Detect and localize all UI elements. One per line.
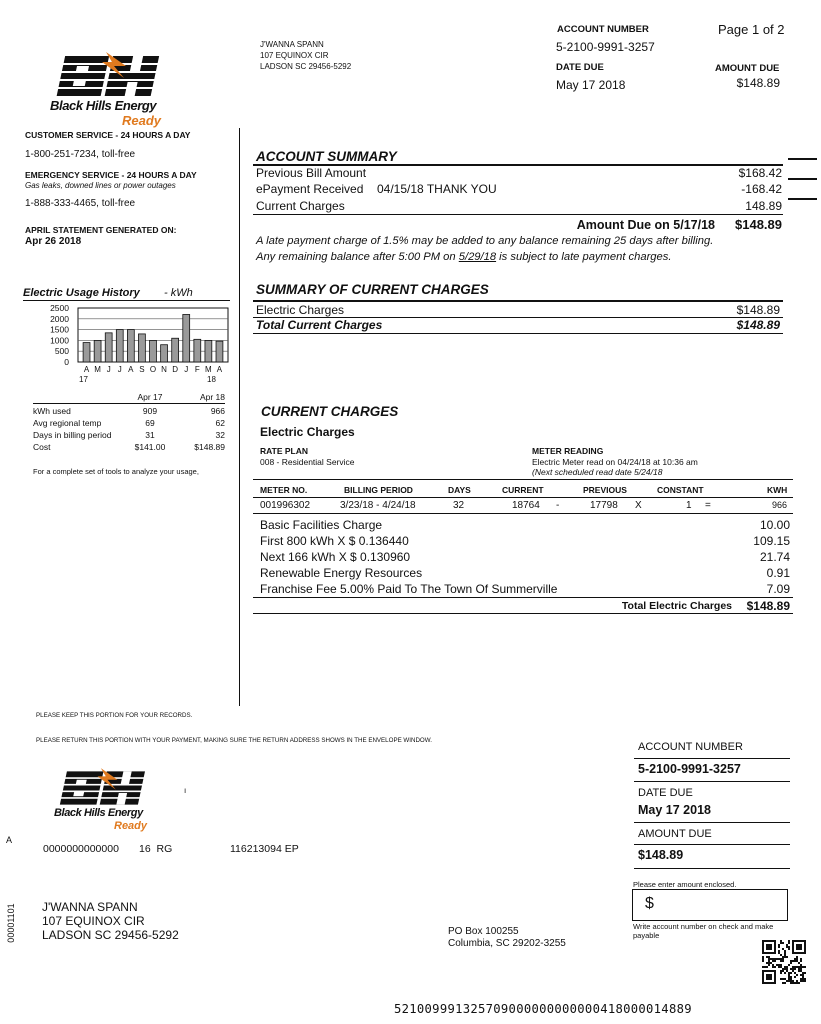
return-portion-note: PLEASE RETURN THIS PORTION WITH YOUR PAYMENT, MAKING SURE THE RETURN ADDRESS SHOWS IN THE ENVELOPE WINDOW. — [36, 737, 432, 744]
meter-bottom-rule — [253, 513, 793, 514]
chart-bar — [150, 340, 157, 362]
summary-current-bottom-rule — [253, 333, 783, 334]
chart-xtick-label: M — [94, 365, 101, 374]
meter-reading-label: METER READING — [532, 446, 604, 456]
meter-read-line: Electric Meter read on 04/24/18 at 10:36 am — [532, 457, 698, 467]
charge-item — [0, 518, 821, 534]
chart-ytick-label: 2000 — [50, 313, 69, 324]
summary-row-label: Previous Bill Amount — [256, 166, 367, 180]
remit-po-box: PO Box 100255 — [448, 926, 519, 937]
meter-data-row — [0, 500, 821, 513]
cmp-header: Apr 18 — [199, 392, 225, 402]
chart-bar — [116, 330, 123, 362]
chart-xtick-label: S — [139, 365, 145, 374]
meter-cell: 001996302 — [260, 500, 311, 511]
usage-end-year: 18 — [207, 375, 216, 384]
chart-bar — [172, 338, 179, 362]
charges-total-rule — [253, 597, 793, 598]
chart-bar — [205, 340, 212, 362]
electric-charges-label: Electric Charges — [256, 303, 345, 317]
cmp-cell: 62 — [215, 418, 225, 428]
side-code: 00001101 — [6, 903, 16, 943]
emergency-service-label: EMERGENCY SERVICE - 24 HOURS A DAY — [25, 170, 197, 180]
meter-col-header: DAYS — [448, 485, 471, 495]
chart-bar — [105, 333, 112, 362]
meter-cell: 1 — [686, 500, 692, 511]
emergency-service-phone: 1-888-333-4465, toll-free — [25, 198, 136, 209]
charge-item-amount: 7.09 — [766, 582, 790, 596]
page-indicator: Page 1 of 2 — [718, 22, 785, 37]
ocr-scan-line: 521009991325709000000000000418000014889 — [394, 1002, 692, 1016]
stub-rule — [634, 844, 790, 845]
summary-current-rule — [253, 300, 783, 302]
rate-plan-value: 008 - Residential Service — [260, 457, 355, 467]
stub-date-due: May 17 2018 — [638, 803, 711, 817]
meter-cell: 32 — [453, 500, 465, 511]
column-divider — [239, 128, 240, 706]
cmp-cell: 909 — [142, 406, 158, 416]
cmp-cell: 69 — [145, 418, 155, 428]
cmp-row — [33, 418, 225, 428]
date-due-label: DATE DUE — [556, 62, 604, 73]
charge-item-label: Franchise Fee 5.00% Paid To The Town Of Summerville — [260, 582, 558, 596]
meter-col-header: PREVIOUS — [583, 485, 627, 495]
summary-row-detail: 04/15/18 THANK YOU — [377, 182, 497, 196]
meter-cell: 3/23/18 - 4/24/18 — [340, 500, 416, 511]
stub-customer-name: J'WANNA SPANN — [42, 900, 138, 914]
note-text: is subject to late payment charges. — [496, 251, 672, 263]
margin-mark — [788, 198, 817, 200]
keep-portion-note: PLEASE KEEP THIS PORTION FOR YOUR RECORDS. — [36, 712, 193, 719]
charge-item-label: Renewable Energy Resources — [260, 566, 423, 580]
logo-tagline: Ready — [122, 113, 162, 128]
stub-mark-a: A — [6, 835, 13, 845]
chart-xtick-label: J — [184, 365, 189, 374]
stub-tick-mark: ı — [184, 786, 187, 795]
electric-charges-subtitle: Electric Charges — [260, 425, 355, 439]
amount-due-label: AMOUNT DUE — [715, 63, 780, 74]
charge-item — [0, 534, 821, 550]
stub-customer-street: 107 EQUINOX CIR — [42, 914, 145, 928]
meter-top-rule — [253, 479, 793, 480]
charge-item-label: First 800 kWh X $ 0.136440 — [260, 534, 409, 548]
charge-item-label: Next 166 kWh X $ 0.130960 — [260, 550, 411, 564]
stub-code-mid: 16 RG — [139, 843, 173, 855]
chart-xtick-label: J — [117, 365, 122, 374]
charge-item — [0, 566, 821, 582]
emergency-service-sub: Gas leaks, downed lines or power outages — [25, 181, 176, 190]
cmp-row — [33, 406, 225, 416]
summary-row-amount: 148.89 — [745, 199, 782, 213]
cmp-row — [33, 430, 225, 440]
chart-xtick-label: D — [172, 365, 179, 374]
chart-ytick-label: 1000 — [50, 335, 69, 346]
note-text: Any remaining balance after 5:00 PM on — [256, 251, 459, 263]
total-electric-charges-label: Total Electric Charges — [621, 600, 732, 612]
summary-row-label: ePayment Received — [256, 182, 364, 196]
statement-generated-label: APRIL STATEMENT GENERATED ON: — [25, 225, 177, 235]
meter-header-row — [0, 485, 821, 497]
cmp-cell: $141.00 — [134, 442, 166, 452]
amount-due-total: $148.89 — [735, 217, 782, 232]
total-electric-charges-amount: $148.89 — [746, 599, 790, 613]
summary-row-amount: -168.42 — [741, 182, 782, 196]
qr-code-icon — [762, 940, 806, 984]
enter-amount-label: Please enter amount enclosed. — [633, 880, 737, 889]
cmp-cell: Days in billing period — [33, 430, 112, 440]
cmp-cell: $148.89 — [194, 442, 225, 452]
chart-ytick-label: 2500 — [50, 303, 69, 313]
charge-item-amount: 109.15 — [753, 534, 790, 548]
meter-col-header: CURRENT — [502, 485, 544, 495]
stub-code-right: 116213094 EP — [230, 843, 299, 855]
usage-start-year: 17 — [79, 375, 88, 384]
bh-logo-icon — [56, 768, 154, 808]
usage-comparison-table — [33, 392, 225, 452]
customer-city: LADSON SC 29456-5292 — [260, 62, 352, 71]
customer-service-phone: 1-800-251-7234, toll-free — [25, 149, 136, 160]
stub-customer-city: LADSON SC 29456-5292 — [42, 928, 179, 942]
charge-item-amount: 10.00 — [759, 518, 790, 532]
stub-date-due-label: DATE DUE — [638, 787, 693, 799]
rate-plan-label: RATE PLAN — [260, 446, 309, 456]
chart-xtick-label: J — [106, 365, 111, 374]
summary-row-label: Current Charges — [256, 199, 345, 213]
date-due: May 17 2018 — [556, 78, 626, 92]
cmp-header — [33, 392, 125, 402]
amount-due-total-label: Amount Due on 5/17/18 — [576, 218, 715, 232]
next-read-line: (Next scheduled read date 5/24/18 — [532, 467, 663, 477]
margin-mark — [788, 178, 817, 180]
chart-ytick-label: 0 — [64, 357, 69, 367]
account-number: 5-2100-9991-3257 — [556, 40, 655, 54]
current-charges-title: CURRENT CHARGES — [261, 404, 399, 419]
logo-tagline: Ready — [114, 820, 148, 832]
stub-account-number-label: ACCOUNT NUMBER — [638, 741, 743, 753]
chart-bar — [183, 314, 190, 362]
meter-cell: X — [635, 500, 642, 511]
summary-total-rule — [253, 214, 783, 215]
chart-bar — [194, 339, 201, 362]
stub-rule — [634, 781, 790, 782]
bh-logo-icon — [52, 52, 170, 100]
customer-name: J'WANNA SPANN — [260, 40, 324, 49]
statement-generated-date: Apr 26 2018 — [25, 236, 82, 247]
chart-bar — [127, 330, 134, 362]
logo-name: Black Hills Energy — [50, 98, 157, 113]
remaining-balance-note — [256, 251, 671, 263]
cmp-cell: 31 — [145, 430, 155, 440]
chart-bar — [94, 340, 101, 362]
stub-rule — [634, 758, 790, 759]
chart-xtick-label: M — [205, 365, 212, 374]
meter-col-header: KWH — [767, 485, 788, 495]
total-current-charges-label: Total Current Charges — [256, 318, 383, 332]
account-summary-title: ACCOUNT SUMMARY — [256, 149, 397, 164]
chart-bar — [161, 345, 168, 362]
charge-item — [0, 550, 821, 566]
meter-cell: - — [556, 500, 560, 511]
charge-item-amount: 0.91 — [766, 566, 790, 580]
charge-item-label: Basic Facilities Charge — [260, 518, 383, 532]
chart-bar — [83, 343, 90, 362]
charge-item-amount: 21.74 — [759, 550, 790, 564]
late-payment-note: A late payment charge of 1.5% may be added to any balance remaining 25 days after billing. — [256, 235, 714, 247]
logo-name: Black Hills Energy — [54, 807, 143, 819]
cmp-cell: Avg regional temp — [33, 418, 102, 428]
meter-col-header: CONSTANT — [657, 485, 704, 495]
remit-city: Columbia, SC 29202-3255 — [448, 938, 566, 949]
stub-rule — [634, 822, 790, 823]
chart-xtick-label: F — [194, 365, 200, 374]
meter-col-header: METER NO. — [260, 485, 308, 495]
amount-enclosed-input[interactable] — [632, 889, 788, 921]
cmp-cell: 966 — [210, 406, 225, 416]
stub-rule — [634, 868, 790, 869]
chart-xtick-label: O — [149, 365, 157, 374]
meter-cell: 18764 — [512, 500, 540, 511]
cmp-header: Apr 17 — [137, 392, 163, 402]
usage-history-chart — [25, 300, 235, 390]
chart-ytick-label: 1500 — [50, 324, 69, 335]
chart-bar — [138, 334, 145, 362]
meter-col-header: BILLING PERIOD — [344, 485, 413, 495]
account-number-label: ACCOUNT NUMBER — [557, 24, 649, 35]
chart-xtick-label: A — [216, 365, 223, 374]
charges-bottom-rule — [253, 613, 793, 614]
chart-ytick-label: 500 — [54, 346, 69, 357]
cmp-row — [33, 442, 225, 452]
summary-current-title: SUMMARY OF CURRENT CHARGES — [256, 282, 489, 297]
chart-xtick-label: A — [83, 365, 90, 374]
stub-code-left: 0000000000000 — [43, 843, 119, 855]
chart-bar — [216, 341, 223, 362]
cmp-cell: kWh used — [33, 406, 71, 416]
usage-history-title: Electric Usage History — [23, 287, 140, 299]
customer-street: 107 EQUINOX CIR — [260, 51, 329, 60]
total-current-charges-amount: $148.89 — [736, 318, 780, 332]
dollar-sign: $ — [645, 895, 654, 912]
stub-account-number: 5-2100-9991-3257 — [638, 762, 741, 776]
charge-item — [0, 582, 821, 598]
write-account-note: Write account number on check and make payable — [633, 922, 774, 940]
summary-row-amount: $168.42 — [738, 166, 782, 180]
stub-amount-due: $148.89 — [638, 848, 684, 862]
stub-amount-due-label: AMOUNT DUE — [638, 828, 712, 840]
meter-cell: 966 — [772, 500, 788, 510]
note-date: 5/29/18 — [458, 251, 497, 263]
amount-due: $148.89 — [736, 76, 780, 90]
tools-note: For a complete set of tools to analyze your usage, — [33, 467, 199, 476]
electric-charges-amount: $148.89 — [736, 303, 780, 317]
margin-mark — [788, 158, 817, 160]
meter-header-rule — [253, 497, 793, 498]
meter-cell: 17798 — [590, 500, 618, 511]
meter-cell: = — [705, 500, 711, 511]
chart-xtick-label: N — [161, 365, 167, 374]
chart-xtick-label: A — [128, 365, 134, 374]
cmp-cell: Cost — [33, 442, 51, 452]
usage-history-unit: - kWh — [164, 287, 193, 299]
customer-service-label: CUSTOMER SERVICE - 24 HOURS A DAY — [25, 130, 191, 140]
cmp-cell: 32 — [215, 430, 225, 440]
